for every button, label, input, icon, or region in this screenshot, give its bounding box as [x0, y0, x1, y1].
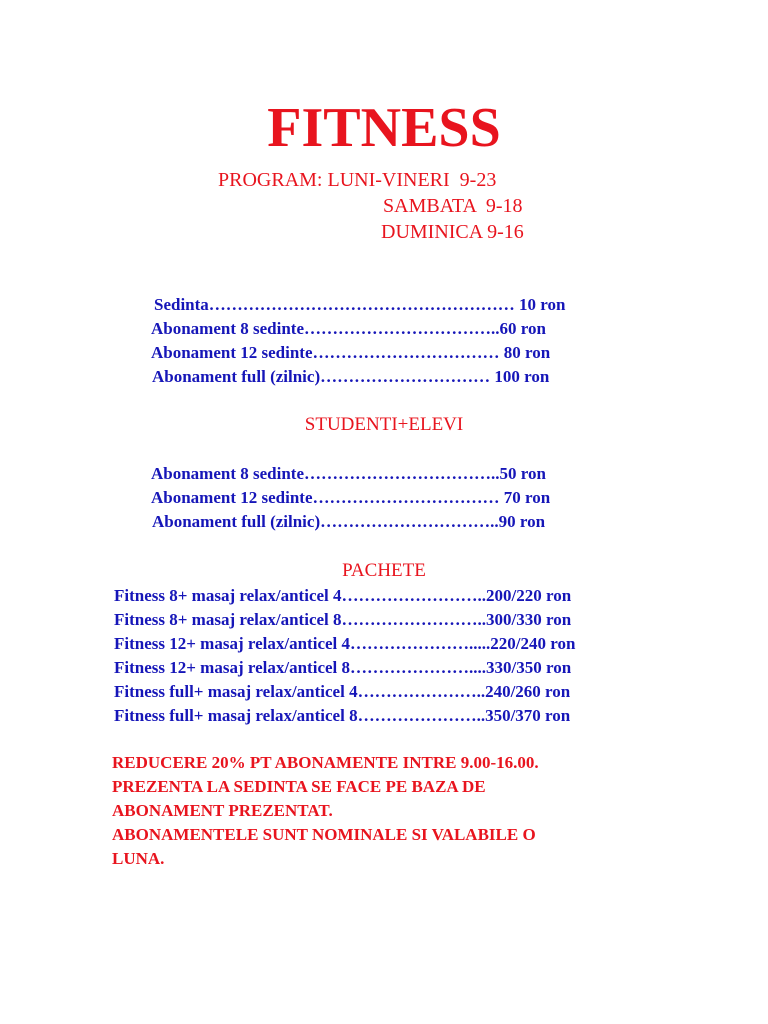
- packages-heading: PACHETE: [342, 560, 426, 581]
- price-item: Abonament full (zilnic)…………………………..90 ron: [152, 512, 546, 531]
- price-item: Sedinta……………………………………………… 10 ron: [154, 295, 566, 314]
- students-heading: STUDENTI+ELEVI: [304, 414, 464, 435]
- schedule-weekdays: PROGRAM: LUNI-VINERI 9-23: [218, 169, 497, 191]
- note-line: LUNA.: [112, 849, 165, 868]
- package-item: Fitness full+ masaj relax/anticel 8…………………..350/370 ron: [114, 706, 571, 725]
- package-item: Fitness full+ masaj relax/anticel 4…………………..240/260 ron: [114, 682, 571, 701]
- price-item: Abonament full (zilnic)………………………… 100 ron: [152, 367, 550, 386]
- note-line: ABONAMENT PREZENTAT.: [112, 801, 333, 820]
- package-item: Fitness 12+ masaj relax/anticel 8…………………....330/350 ron: [114, 658, 572, 677]
- note-line: PREZENTA LA SEDINTA SE FACE PE BAZA DE: [112, 777, 486, 796]
- price-item: Abonament 12 sedinte…………………………… 80 ron: [151, 343, 551, 362]
- price-item: Abonament 8 sedinte……………………………..60 ron: [151, 319, 546, 338]
- package-item: Fitness 8+ masaj relax/anticel 8……………………..300/330 ron: [114, 610, 572, 629]
- note-line: ABONAMENTELE SUNT NOMINALE SI VALABILE O: [112, 825, 536, 844]
- note-line: REDUCERE 20% PT ABONAMENTE INTRE 9.00-16.00.: [112, 753, 539, 772]
- page-title: FITNESS: [267, 97, 501, 159]
- price-item: Abonament 12 sedinte…………………………… 70 ron: [151, 488, 551, 507]
- schedule-saturday: SAMBATA 9-18: [383, 195, 523, 217]
- package-item: Fitness 8+ masaj relax/anticel 4……………………..200/220 ron: [114, 586, 572, 605]
- schedule-sunday: DUMINICA 9-16: [381, 221, 524, 243]
- price-item: Abonament 8 sedinte……………………………..50 ron: [151, 464, 546, 483]
- package-item: Fitness 12+ masaj relax/anticel 4………………….....220/240 ron: [114, 634, 576, 653]
